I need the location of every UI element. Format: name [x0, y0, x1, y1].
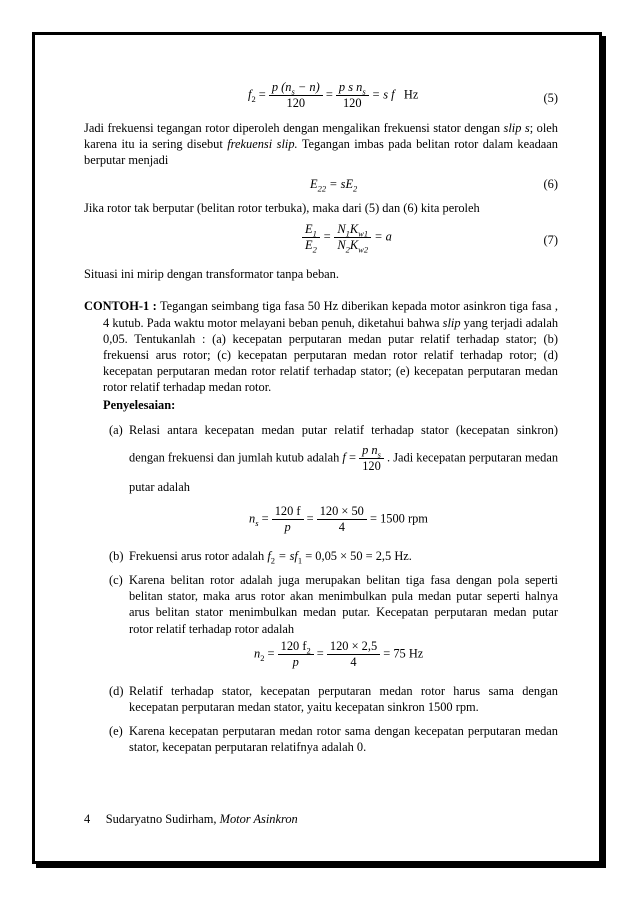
calc-a-lhs-sub: s — [255, 517, 259, 528]
eq6-lhs-sub: 22 — [317, 183, 327, 194]
eq7-b-bottom: N — [337, 238, 346, 253]
example-label: CONTOH-1 : — [84, 299, 157, 314]
solution-item-e — [109, 723, 558, 755]
solution-item-c — [109, 572, 558, 636]
example-1 — [84, 298, 558, 395]
calc-a-frac2 — [317, 504, 367, 535]
eq5-frac2-top-sub: s — [362, 86, 366, 97]
item-e-text: Karena kecepatan perputaran medan rotor sama dengan kecepatan perputaran medan stator, kecepatan perputaran relatifnya adalah 0. — [129, 723, 558, 754]
item-d-text: Relatif terhadap stator, kecepatan perputaran medan rotor harus sama dengan kecepatan perputaran medan stator, yaitu kecepatan sinkron 1500 rpm. — [129, 683, 558, 714]
item-a-text1: Relasi antara kecepatan medan putar relatif terhadap stator (kecepatan sinkron) dengan frekuensi dan jumlah kutub adalah — [129, 423, 558, 465]
eq6-rhs: = sE — [326, 177, 354, 192]
item-d-label: (d) — [109, 683, 124, 698]
item-a-ftop: p n — [362, 443, 378, 458]
eq7-b-bottom2: K — [349, 238, 359, 253]
calc-a-f2-top: 120 × 50 — [317, 504, 367, 520]
calc-a-lhs: n — [249, 511, 256, 526]
para1-freq-slip: frekuensi slip. — [227, 137, 298, 152]
item-a-fraction — [359, 443, 384, 474]
eq5-unit: Hz — [403, 87, 419, 102]
eq5-frac1-bottom: 120 — [286, 96, 306, 110]
calc-a-rhs: = 1500 rpm — [369, 511, 428, 526]
item-b-mid-sub: 1 — [297, 555, 303, 566]
item-b-mid: = sf — [275, 549, 298, 564]
footer-author: Sudaryatno Sudirham, — [105, 812, 220, 826]
eq5-frac1-top-rest: − n) — [294, 80, 320, 94]
item-a-eq: = — [345, 450, 360, 465]
paragraph-1 — [84, 120, 558, 168]
item-a-text2: . Jadi kecepatan perputaran medan putar adalah — [129, 450, 559, 495]
item-e-label: (e) — [109, 723, 123, 738]
eq7-number: (7) — [543, 233, 558, 248]
eq7-b-top: N — [337, 222, 346, 237]
eq5-fraction-2 — [336, 80, 369, 111]
calc-c-frac2 — [327, 639, 380, 670]
item-b-label: (b) — [109, 549, 124, 564]
solution-heading: Penyelesaian: — [103, 398, 176, 413]
eq7-a-top: E — [305, 222, 313, 237]
paragraph-3: Situasi ini mirip dengan transformator tanpa beban. — [84, 267, 339, 282]
eq7-fraction-2 — [334, 222, 371, 253]
eq7-fraction-1 — [302, 222, 320, 253]
eq5-frac1-top-sub: s — [291, 86, 295, 97]
item-c-text: Karena belitan rotor adalah juga merupakan belitan tiga fasa dengan pola seperti belitan stator, maka arus rotor akan menimbulkan pula medan putar seperti halnya arus belitan stator menimbulkan medan putar. Kecepatan perputaran medan putar rotor relatif terhadap rotor adalah — [129, 573, 558, 636]
item-c-label: (c) — [109, 573, 123, 588]
example-text-c: yang terjadi adalah 0,05. Tentukanlah : (a) kecepatan perputaran medan putar relatif terhadap stator; (b) frekuensi arus rotor; (c) kecepatan perputaran medan rotor relatif terhadap rotor; (d) kecepatan perputaran medan rotor relatif terhadap stator; (e) kecepatan perputaran medan rotor relatif terhadap medan rotor. — [103, 315, 559, 394]
page-footer — [84, 812, 298, 827]
solution-item-d — [109, 683, 558, 715]
equation-7: $\frac{E_1}{E_2}$ = $\frac{N_1K_{w1}}{N_2K_{w2}}$ = a (7) — [84, 220, 558, 262]
calc-c-f1-bottom: p — [292, 654, 299, 669]
page-number: 4 — [84, 812, 91, 826]
equation-5: $f_2$ = $\frac{p (n_s - n)}{120}$ = $\frac{p s n_s}{120}$ = s f Hz (5) — [248, 80, 558, 110]
eq5-number: (5) — [543, 91, 558, 105]
solution-item-a — [109, 417, 558, 500]
equation-6 — [84, 168, 558, 198]
eq7-b-top-sub: 1 — [345, 228, 350, 239]
calc-c-rhs: = 75 Hz — [383, 645, 424, 660]
para1-c: ; oleh karena itu ia sering disebut — [84, 121, 558, 152]
solution-list — [109, 417, 558, 755]
eq7-rhs: = a — [374, 229, 392, 244]
calc-c-frac1 — [278, 639, 314, 670]
calc-a-f1-bottom: p — [284, 520, 291, 535]
eq5-frac1-top: p (n — [271, 80, 292, 94]
eq7-b-bottom-sub: 2 — [345, 244, 350, 255]
para1-a: Jadi frekuensi tegangan rotor diperoleh dengan mengalikan frekuensi stator dengan — [84, 121, 504, 135]
example-text-a: Tegangan seimbang tiga fasa 50 Hz diberikan kepada motor asinkron tiga fasa , 4 kutub. Pada waktu motor melayani beban penuh, diketahui bahwa — [103, 299, 558, 330]
item-b-f-sub: 2 — [270, 555, 276, 566]
calc-a-f1-top: 120 f — [272, 504, 304, 520]
eq5-frac2-top: p s n — [338, 80, 363, 94]
eq7-a-top-sub: 1 — [312, 228, 317, 239]
calc-a-frac1 — [272, 504, 304, 535]
eq5-fraction-1 — [269, 80, 323, 111]
document-body — [84, 78, 558, 755]
item-b-f: f — [267, 549, 271, 564]
eq5-rhs: = s f — [371, 87, 395, 102]
footer-title: Motor Asinkron — [219, 812, 298, 826]
example-slip: slip — [442, 315, 461, 330]
calc-a-f2-bottom: 4 — [338, 520, 345, 535]
calc-c-f1-top: 120 f — [280, 638, 307, 653]
item-a-calc: $n_s$ = $\frac{120 f}{p}$ = $\frac{120 \times 50}{4}$ = 1500 rpm — [249, 504, 428, 535]
eq7-a-bottom-sub: 2 — [312, 244, 317, 255]
eq7-b-bottom2-sub: w2 — [358, 244, 369, 255]
calc-c-f1-top-sub: 2 — [306, 645, 311, 656]
calc-c-lhs-sub: 2 — [260, 652, 265, 663]
item-a-ftop-sub: s — [377, 449, 381, 460]
item-a-fbot: 120 — [362, 459, 381, 474]
item-b-text: Frekuensi arus rotor adalah — [129, 549, 268, 564]
eq7-b-top2: K — [349, 222, 359, 237]
paragraph-2: Jika rotor tak berputar (belitan rotor terbuka), maka dari (5) dan (6) kita peroleh — [84, 201, 480, 216]
eq5-lhs-sub: 2 — [251, 93, 256, 104]
item-a-label: (a) — [109, 423, 123, 438]
para1-e: Tegangan imbas pada belitan rotor dalam keadaan berputar menjadi — [84, 137, 558, 168]
item-b-rest: = 0,05 × 50 = 2,5 Hz. — [302, 549, 412, 564]
eq6-rhs-sub: 2 — [353, 183, 358, 194]
calc-c-f2-bottom: 4 — [350, 654, 357, 669]
item-c-calc: $n_2$ = $\frac{120 f_2}{p}$ = $\frac{120 \times 2,5}{4}$ = 75 Hz — [254, 638, 424, 669]
eq6-lhs: E — [310, 177, 318, 192]
eq7-b-top2-sub: w1 — [358, 228, 369, 239]
solution-item-b — [109, 548, 558, 564]
eq5-lhs: f — [248, 87, 252, 102]
item-a-f: f — [342, 450, 346, 465]
calc-c-lhs: n — [254, 645, 261, 660]
eq6-number: (6) — [543, 177, 558, 192]
para1-slip: slip s — [503, 121, 530, 135]
eq5-frac2-bottom: 120 — [342, 96, 362, 110]
calc-c-f2-top: 120 × 2,5 — [327, 639, 380, 655]
eq7-a-bottom: E — [305, 238, 313, 253]
